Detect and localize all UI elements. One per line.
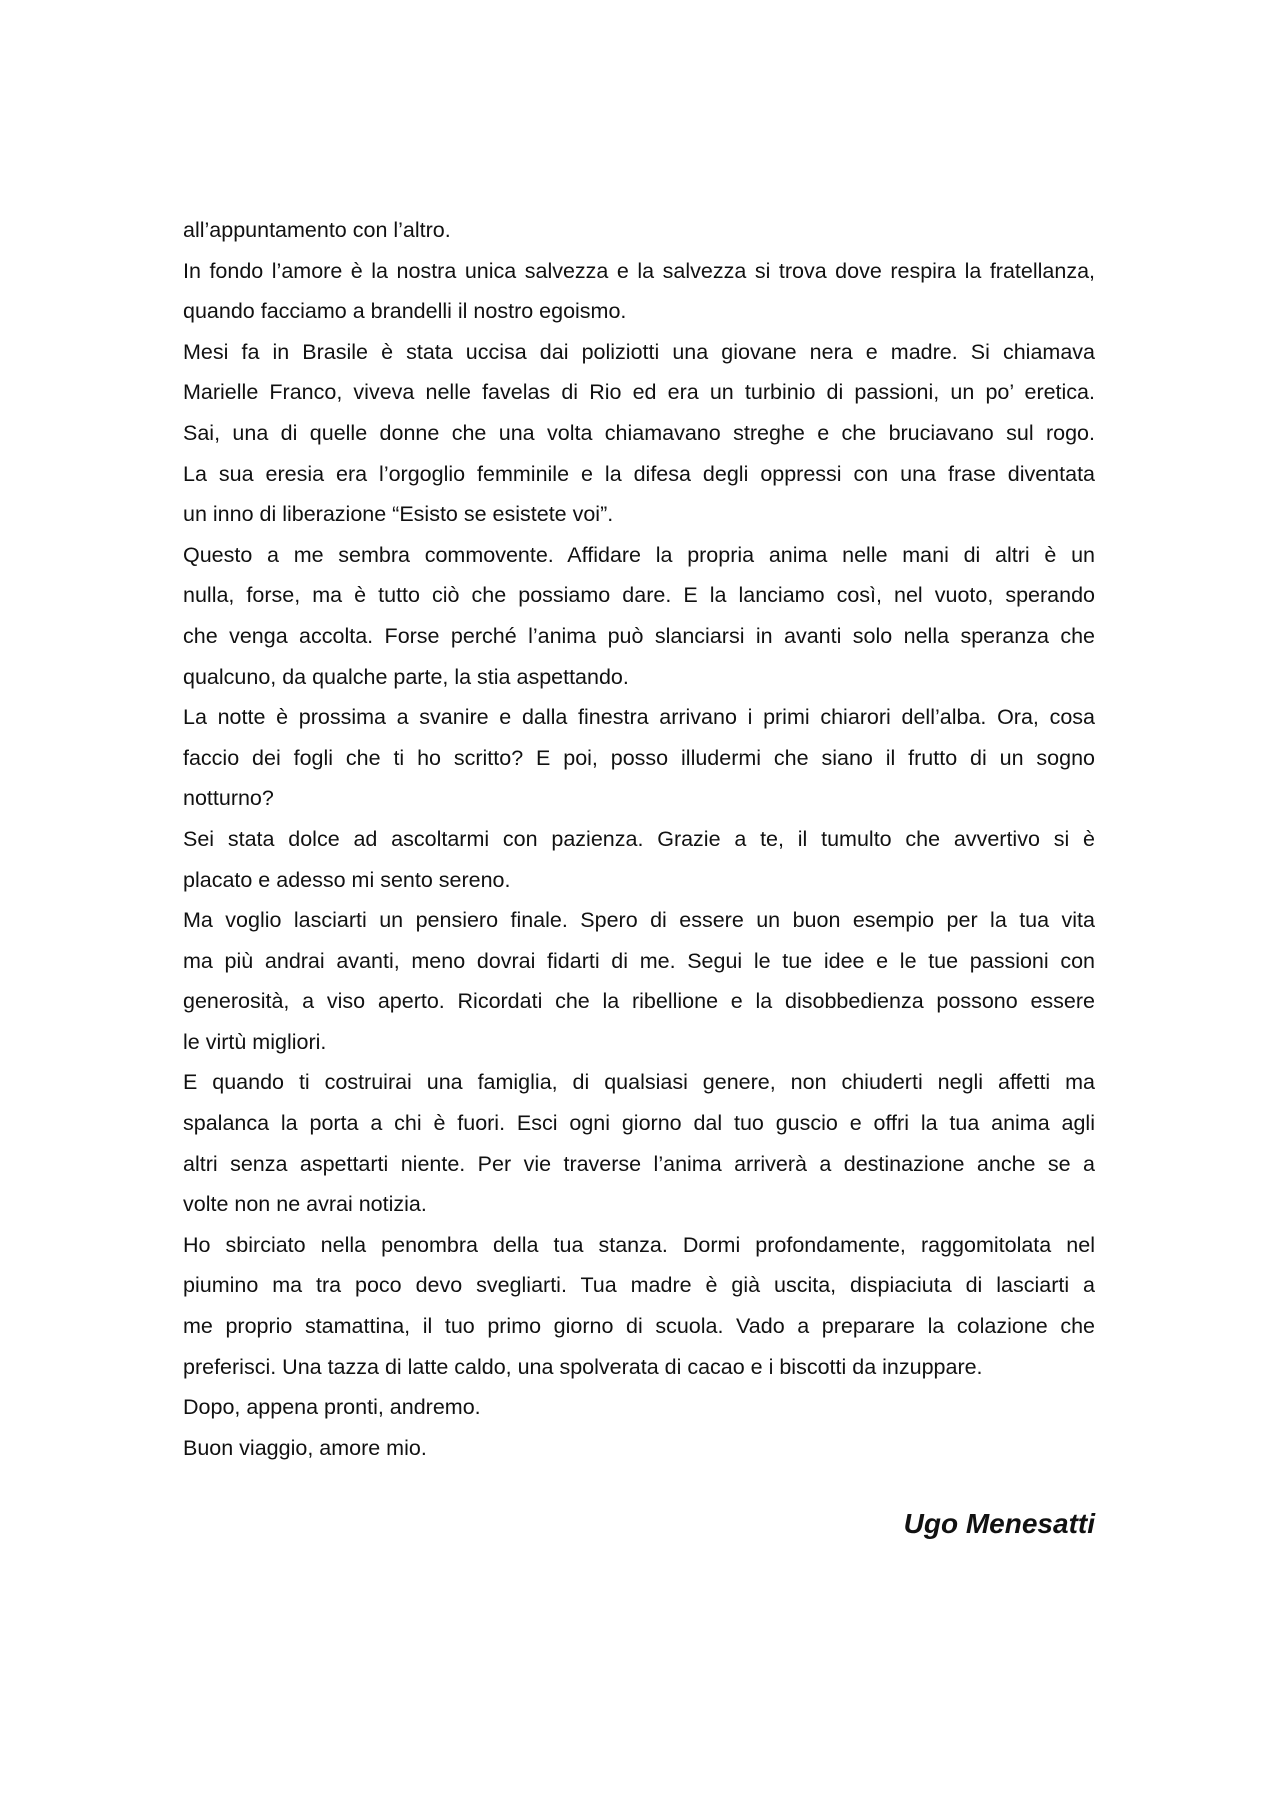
text-line: all’appuntamento con l’altro.: [183, 218, 451, 242]
text-line: nulla, forse, ma è tutto ciò che possiamo dare. E la lanciamo così, nel vuoto, sperando: [183, 583, 1095, 608]
text-line: qualcuno, da qualche parte, la stia aspettando.: [183, 664, 629, 689]
text-line: spalanca la porta a chi è fuori. Esci ogni giorno dal tuo guscio e offri la tua anima agli: [183, 1111, 1095, 1136]
text-line: le virtù migliori.: [183, 1029, 327, 1054]
text-line: volte non ne avrai notizia.: [183, 1192, 427, 1217]
text-line: generosità, a viso aperto. Ricordati che la ribellione e la disobbedienza possono essere: [183, 989, 1095, 1014]
text-line: Mesi fa in Brasile è stata uccisa dai poliziotti una giovane nera e madre. Si chiamava: [183, 339, 1095, 364]
text-line: un inno di liberazione “Esisto se esistete voi”.: [183, 502, 614, 527]
text-line: Ho sbirciato nella penombra della tua stanza. Dormi profondamente, raggomitolata nel: [183, 1232, 1095, 1257]
text-line: Ma voglio lasciarti un pensiero finale. Spero di essere un buon esempio per la tua vita: [183, 908, 1095, 933]
text-line: Marielle Franco, viveva nelle favelas di Rio ed era un turbinio di passioni, un po’ eretica.: [183, 380, 1095, 405]
text-line: Questo a me sembra commovente. Affidare la propria anima nelle mani di altri è un: [183, 542, 1095, 567]
author-signature: Ugo Menesatti: [903, 1508, 1095, 1539]
text-line: notturno?: [183, 786, 274, 811]
text-line: Buon viaggio, amore mio.: [183, 1435, 427, 1460]
text-line: Dopo, appena pronti, andremo.: [183, 1395, 481, 1420]
letter-body: [183, 210, 1095, 1468]
text-line: Sai, una di quelle donne che una volta chiamavano streghe e che bruciavano sul rogo.: [183, 420, 1095, 445]
text-line: faccio dei fogli che ti ho scritto? E poi, posso illudermi che siano il frutto di un sogno: [183, 745, 1095, 770]
text-line: altri senza aspettarti niente. Per vie traverse l’anima arriverà a destinazione anche se a: [183, 1151, 1095, 1176]
text-line: La notte è prossima a svanire e dalla finestra arrivano i primi chiarori dell’alba. Ora, cosa: [183, 705, 1095, 730]
text-line: E quando ti costruirai una famiglia, di qualsiasi genere, non chiuderti negli affetti ma: [183, 1070, 1095, 1095]
text-line: In fondo l’amore è la nostra unica salvezza e la salvezza si trova dove respira la fratellanza,: [183, 258, 1095, 283]
text-line: La sua eresia era l’orgoglio femminile e la difesa degli oppressi con una frase diventata: [183, 461, 1095, 486]
text-line: me proprio stamattina, il tuo primo giorno di scuola. Vado a preparare la colazione che: [183, 1314, 1095, 1339]
text-line: placato e adesso mi sento sereno.: [183, 867, 511, 892]
text-line: ma più andrai avanti, meno dovrai fidarti di me. Segui le tue idee e le tue passioni con: [183, 948, 1095, 973]
text-line: preferisci. Una tazza di latte caldo, una spolverata di cacao e i biscotti da inzuppare.: [183, 1354, 983, 1379]
text-line: quando facciamo a brandelli il nostro egoismo.: [183, 299, 627, 324]
text-line: piumino ma tra poco devo svegliarti. Tua madre è già uscita, dispiaciuta di lasciarti a: [183, 1273, 1095, 1298]
text-line: che venga accolta. Forse perché l’anima può slanciarsi in avanti solo nella speranza che: [183, 623, 1095, 648]
text-line: Sei stata dolce ad ascoltarmi con pazienza. Grazie a te, il tumulto che avvertivo si è: [183, 826, 1095, 851]
